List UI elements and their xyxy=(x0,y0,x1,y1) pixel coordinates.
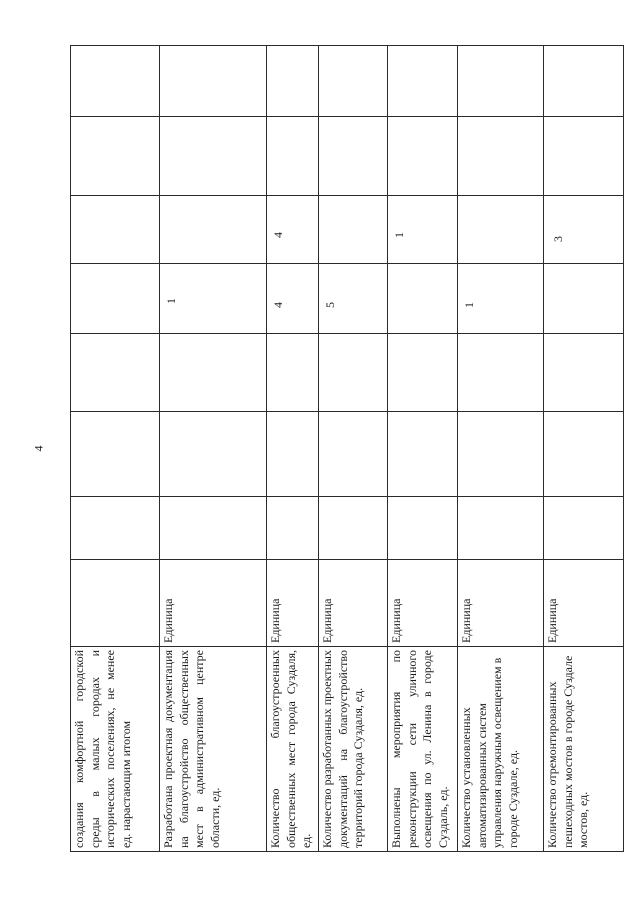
value-cell xyxy=(71,46,160,117)
value-cell xyxy=(160,196,267,264)
indicator-name: Разработана проектная документация на благоустройство общественных мест в административном центре области, ед. xyxy=(160,647,267,852)
value-cell xyxy=(71,264,160,334)
value-cell xyxy=(319,117,388,196)
table-row xyxy=(319,46,388,852)
value-cell xyxy=(388,264,458,334)
value-cell xyxy=(544,412,624,497)
table-row xyxy=(71,46,160,852)
value-cell: 3 xyxy=(544,196,624,264)
indicator-name: Количество благоустроенных общественных мест города Суздаля, ед. xyxy=(267,647,319,852)
value-cell xyxy=(267,334,319,412)
unit-cell: Единица xyxy=(160,560,267,647)
value-cell: 1 xyxy=(160,264,267,334)
page-number: 4 xyxy=(31,445,46,452)
value-cell xyxy=(458,497,544,560)
table-row xyxy=(458,46,544,852)
value-cell xyxy=(458,117,544,196)
value-cell: 4 xyxy=(267,196,319,264)
value-cell xyxy=(267,412,319,497)
value-cell: 5 xyxy=(319,264,388,334)
indicator-name: Количество установленных автоматизированных систем управления наружным освещением в городе Суздале, ед. xyxy=(458,647,544,852)
value-cell xyxy=(458,196,544,264)
indicator-name: Количество разработанных проектных документаций на благоустройство территорий города Суздаля, ед. xyxy=(319,647,388,852)
value-cell xyxy=(388,497,458,560)
value-cell xyxy=(319,196,388,264)
value-cell xyxy=(267,46,319,117)
value-cell xyxy=(544,334,624,412)
table-row xyxy=(267,46,319,852)
unit-cell: Единица xyxy=(319,560,388,647)
value-cell xyxy=(458,46,544,117)
value-cell xyxy=(71,412,160,497)
value-cell xyxy=(388,117,458,196)
value-cell xyxy=(71,117,160,196)
value-cell xyxy=(319,46,388,117)
value-cell xyxy=(388,412,458,497)
value-cell xyxy=(267,497,319,560)
value-cell xyxy=(388,334,458,412)
rotated-table-container xyxy=(70,46,623,852)
value-cell xyxy=(458,412,544,497)
value-cell: 4 xyxy=(267,264,319,334)
value-cell xyxy=(319,497,388,560)
value-cell xyxy=(544,497,624,560)
value-cell: 1 xyxy=(388,196,458,264)
value-cell xyxy=(458,334,544,412)
indicators-table xyxy=(70,45,624,852)
unit-cell: Единица xyxy=(267,560,319,647)
indicator-name: Выполнены мероприятия по реконструкции сети уличного освещения по ул. Ленина в городе Суздаль, ед. xyxy=(388,647,458,852)
unit-cell: Единица xyxy=(544,560,624,647)
value-cell xyxy=(71,196,160,264)
unit-cell xyxy=(71,560,160,647)
unit-cell: Единица xyxy=(458,560,544,647)
value-cell xyxy=(319,334,388,412)
value-cell xyxy=(388,46,458,117)
value-cell xyxy=(544,46,624,117)
table-row xyxy=(544,46,624,852)
value-cell xyxy=(160,497,267,560)
value-cell xyxy=(71,334,160,412)
value-cell xyxy=(267,117,319,196)
unit-cell: Единица xyxy=(388,560,458,647)
value-cell xyxy=(160,334,267,412)
table-row xyxy=(388,46,458,852)
value-cell xyxy=(544,264,624,334)
value-cell xyxy=(160,412,267,497)
value-cell: 1 xyxy=(458,264,544,334)
value-cell xyxy=(71,497,160,560)
indicator-name: создания комфортной городской среды в малых городах и исторических поселениях, не менее ед. нарастающим итогом xyxy=(71,647,160,852)
value-cell xyxy=(160,46,267,117)
indicator-name: Количество отремонтированных пешеходных мостов в городе Суздале мостов, ед. xyxy=(544,647,624,852)
value-cell xyxy=(544,117,624,196)
value-cell xyxy=(160,117,267,196)
table-row xyxy=(160,46,267,852)
value-cell xyxy=(319,412,388,497)
